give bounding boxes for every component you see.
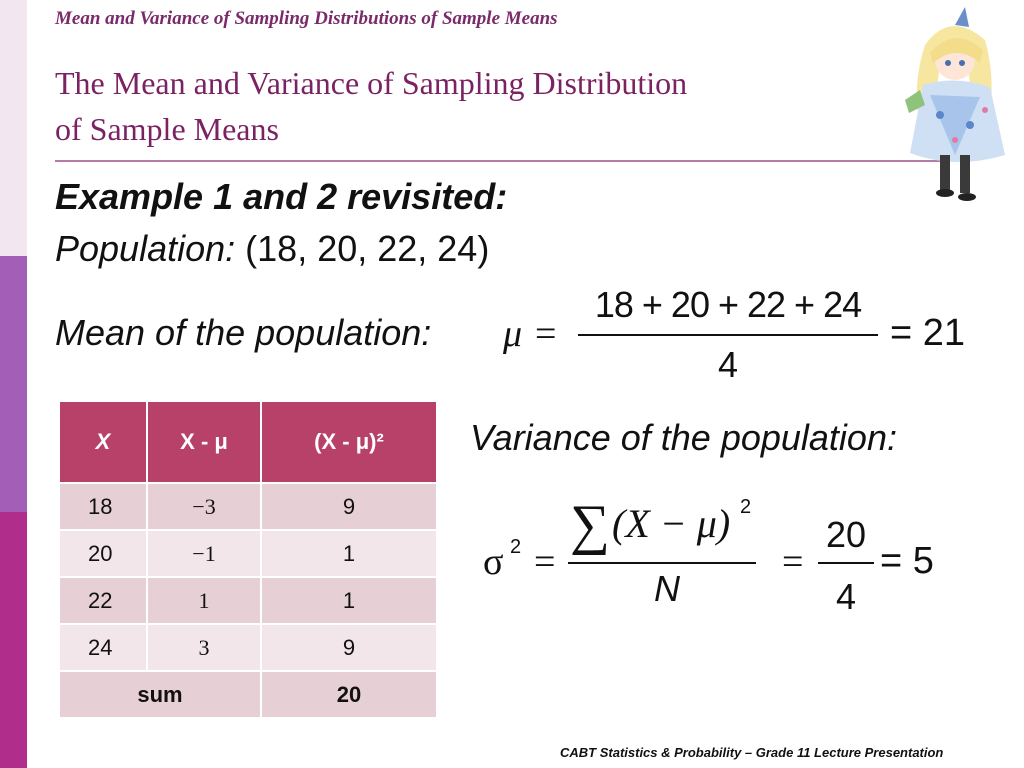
population-label: Population: — [55, 228, 236, 269]
mean-denominator: 4 — [717, 344, 739, 385]
slide-title-line1: The Mean and Variance of Sampling Distribution — [55, 65, 688, 101]
mean-label: Mean of the population: — [55, 312, 432, 353]
slide-title — [55, 60, 687, 152]
variance-label: Variance of the population: — [470, 417, 897, 458]
variance-frac-numerator: 20 — [825, 514, 867, 555]
side-strip-middle — [0, 256, 27, 512]
mean-fraction-bar — [578, 334, 878, 336]
table-cell: −1 — [147, 530, 261, 577]
variance-frac-bar — [818, 562, 874, 564]
sigma-exponent: 2 — [510, 536, 522, 558]
variance-numerator: (X − μ) — [612, 501, 731, 546]
table-cell: 24 — [60, 624, 147, 671]
table-cell: 9 — [261, 624, 436, 671]
slide-title-line2: of Sample Means — [55, 111, 279, 147]
variance-numerator-exponent: 2 — [740, 496, 752, 518]
table-cell: 1 — [261, 530, 436, 577]
table-sum-row — [60, 671, 436, 717]
header-squared-deviation: (X - μ)² — [261, 402, 436, 483]
mean-numerator: 18 + 20 + 22 + 24 — [594, 284, 862, 325]
table-header-row — [60, 402, 436, 483]
header-x-minus-mu: X - μ — [147, 402, 261, 483]
variance-equals-2: = — [782, 541, 804, 583]
table-row — [60, 530, 436, 577]
sigma-symbol: σ — [483, 541, 504, 583]
variance-result: = 5 — [880, 540, 934, 582]
table-cell: −3 — [147, 483, 261, 530]
population-line — [55, 228, 489, 270]
deviation-table — [60, 402, 436, 717]
sum-value: 20 — [261, 671, 436, 717]
mean-equals: = — [535, 313, 557, 355]
example-heading: Example 1 and 2 revisited: — [55, 176, 508, 217]
table-cell: 3 — [147, 624, 261, 671]
variance-frac-denominator: 4 — [835, 576, 857, 617]
title-divider — [55, 160, 950, 162]
mean-result: = 21 — [890, 312, 966, 354]
header-x: X — [60, 402, 147, 483]
mu-symbol: μ — [503, 313, 523, 355]
side-strip-bottom — [0, 512, 27, 768]
table-row — [60, 624, 436, 671]
variance-denominator: N — [654, 568, 680, 609]
sum-sign: ∑ — [570, 494, 610, 556]
population-values: (18, 20, 22, 24) — [245, 228, 490, 269]
slide-footer: CABT Statistics & Probability – Grade 11 Lecture Presentation — [560, 745, 944, 760]
table-row — [60, 483, 436, 530]
table-row — [60, 577, 436, 624]
side-strip-top — [0, 0, 27, 256]
table-cell: 1 — [261, 577, 436, 624]
table-cell: 22 — [60, 577, 147, 624]
sum-label: sum — [60, 671, 261, 717]
table-cell: 20 — [60, 530, 147, 577]
slide-subtitle: Mean and Variance of Sampling Distributions of Sample Means — [55, 8, 558, 29]
variance-equals: = — [534, 541, 556, 583]
mascot-illustration — [895, 5, 1020, 205]
variance-fraction-bar — [568, 562, 756, 564]
table-cell: 1 — [147, 577, 261, 624]
table-cell: 9 — [261, 483, 436, 530]
table-cell: 18 — [60, 483, 147, 530]
